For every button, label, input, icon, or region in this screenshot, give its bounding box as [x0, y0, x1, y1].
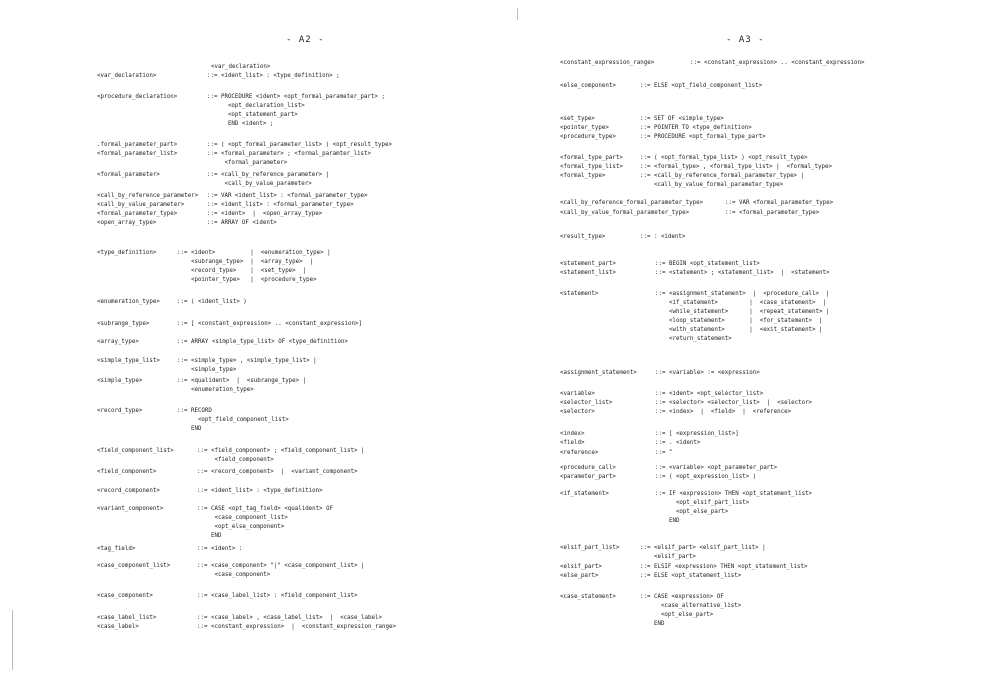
rule-definition [197, 505, 333, 541]
definition-line: <var_declaration> [211, 64, 271, 70]
rule-name: <call_by_reference_parameter> [97, 193, 199, 199]
rule-definition [197, 545, 242, 554]
rule-definition [207, 141, 392, 150]
rule-definition [207, 201, 354, 210]
definition-line: <loop_statement> | <for_statement> | [655, 318, 823, 324]
rule-name: <array_type> [97, 339, 139, 345]
rule-name: <field_component> [97, 469, 157, 475]
rule-name: <simple_type_list> [97, 358, 160, 364]
definition-line: ::= <case_label_list> : <field_component_list> [197, 593, 358, 599]
rule-name: <variant_component> [97, 506, 164, 512]
definition-line: ::= ( <opt_formal_parameter_list> ) <opt_result_type> [207, 142, 392, 148]
definition-line: <with_statement> | <exit_statement> | [655, 327, 823, 333]
definition-line: <while_statement> | <repeat_statement> | [655, 309, 830, 315]
rule-name: <procedure_type> [560, 134, 616, 140]
rule-definition [640, 572, 741, 581]
rule-definition [640, 82, 762, 91]
rule-definition [655, 473, 756, 482]
definition-line: ::= IF <expression> THEN <opt_statement_list> [655, 491, 813, 497]
definition-line: <simple_type> [177, 367, 237, 373]
rule-name: <elsif_part_list> [560, 545, 620, 551]
definition-line: ::= ELSE <opt_field_component_list> [640, 83, 763, 89]
definition-line: ::= <call_by_reference_formal_parameter_type> | [640, 173, 805, 179]
rule-name: <constant_expression_range> [560, 60, 655, 66]
definition-line: ::= [ <expression_list>] [655, 431, 739, 437]
definition-line: ::= <simple_type> , <simple_type_list> | [177, 358, 317, 364]
rule-name: <procedure_declaration> [97, 94, 178, 100]
definition-line: <case_alternative_list> [640, 603, 742, 609]
rule-definition [207, 219, 277, 228]
rule-definition [655, 430, 739, 439]
rule-definition [725, 209, 819, 218]
definition-line: ::= ELSE <opt_statement_list> [640, 573, 742, 579]
definition-line: ::= <ident_list> : <type_definition> [197, 488, 323, 494]
rule-name: <index> [560, 431, 585, 437]
definition-line: ::= ( <opt_formal_type_list> ) <opt_result_type> [640, 155, 808, 161]
rule-definition [640, 593, 741, 629]
definition-line: ::= [ <constant_expression> .. <constant_expression>] [177, 321, 362, 327]
rule-definition [725, 199, 833, 208]
rule-definition [640, 233, 685, 242]
rule-name: <field_component_list> [97, 448, 174, 454]
rule-name: <if_statement> [560, 491, 609, 497]
definition-line: ::= <elsif_part> <elsif_part_list> | [640, 545, 766, 551]
rule-definition [655, 390, 763, 399]
definition-line: <formal_parameter> [207, 160, 288, 166]
definition-line: ::= <formal_parameter> ; <formal_paramter_list> [207, 151, 372, 157]
definition-line: <opt_declaration_list> [207, 103, 305, 109]
rule-definition [655, 399, 812, 408]
definition-line: <call_by_value_formal_parameter_type> [640, 182, 784, 188]
rule-definition [207, 210, 322, 219]
definition-line: ::= VAR <formal_parameter_type> [725, 200, 834, 206]
rule-name: <case_component_list> [97, 563, 171, 569]
definition-line: <enumeration_type> [177, 387, 254, 393]
definition-line: <opt_statement_part> [207, 112, 298, 118]
definition-line: <case_component_list> [197, 515, 288, 521]
rule-name: <type_definition> [97, 250, 157, 256]
definition-line: <case_component> [197, 572, 271, 578]
rule-definition [655, 260, 760, 269]
rule-definition [655, 408, 791, 417]
rule-name: <enumeration_type> [97, 299, 160, 305]
definition-line: ::= SET OF <simple_type> [640, 116, 724, 122]
rule-definition [197, 562, 365, 580]
definition-line: END [197, 533, 222, 539]
rule-name: <formal_type_list> [560, 164, 623, 170]
rule-definition [640, 133, 766, 142]
rule-name: <case_label> [97, 624, 139, 630]
definition-line: ::= : <ident> [640, 234, 686, 240]
rule-name: <set_type> [560, 116, 595, 122]
definition-line: ::= <variable> := <expression> [655, 370, 760, 376]
definition-line: ::= <constant_expression> | <constant_expression_range> [197, 624, 396, 630]
rule-definition [640, 544, 766, 562]
rule-name: <procedure_call> [560, 465, 616, 471]
rule-name: <pointer_type> [560, 125, 609, 131]
definition-line: <opt_else_part> [655, 509, 729, 515]
definition-line: ::= POINTER TO <type_definition> [640, 125, 752, 131]
definition-line: ::= <case_component> "|" <case_component_list> | [197, 563, 365, 569]
rule-name: <case_label_list> [97, 615, 157, 621]
rule-name: <statement_list> [560, 270, 616, 276]
definition-line: ::= ELSIF <expression> THEN <opt_statement_list> [640, 564, 808, 570]
rule-definition [207, 192, 368, 201]
rule-definition [640, 563, 808, 572]
rule-name: <call_by_value_formal_parameter_type> [560, 210, 690, 216]
rule-name: <selector> [560, 409, 595, 415]
definition-line: END <ident> ; [207, 121, 274, 127]
definition-line: ::= PROCEDURE <ident> <opt_formal_parameter_part> ; [207, 94, 385, 100]
rule-definition [655, 439, 700, 448]
rule-name: <field> [560, 440, 585, 446]
rule-name: <tag_field> [97, 546, 136, 552]
rule-name: <else_component> [560, 83, 616, 89]
rule-name: <assignment_statement> [560, 370, 637, 376]
rule-definition [197, 468, 358, 477]
definition-line: ::= ( <opt_expression_list> ) [655, 474, 757, 480]
definition-line: ::= <field_component> ; <field_component_list> | [197, 448, 365, 454]
rule-definition [655, 369, 760, 378]
definition-line: ::= <record_component> | <variant_component> [197, 469, 358, 475]
rule-name: <formal_type_part> [560, 155, 623, 161]
rule-definition [655, 464, 777, 473]
definition-line: ::= CASE <expression> OF [640, 594, 724, 600]
rule-name: <record_component> [97, 488, 160, 494]
rule-name: <formal_parameter> [97, 172, 160, 178]
rule-name: <call_by_reference_formal_parameter_type> [560, 200, 704, 206]
definition-line: ::= <ident_list> : <type_definition> ; [207, 73, 340, 79]
rule-definition [197, 487, 323, 496]
definition-line: ::= <selector> <selector_list> | <selector> [655, 400, 813, 406]
definition-line: ::= <assignment_statement> | <procedure_call> | [655, 291, 830, 297]
definition-line: <elsif_part> [640, 554, 696, 560]
rule-definition [197, 623, 396, 632]
definition-line: ::= PROCEDURE <opt_formal_type_part> [640, 134, 766, 140]
rule-name: <call_by_value_parameter> [97, 202, 185, 208]
rule-name: <statement> [560, 291, 599, 297]
definition-line: END [655, 518, 680, 524]
definition-line: <field_component> [197, 457, 274, 463]
rule-name: <formal_type> [560, 173, 606, 179]
definition-line: ::= RECORD [177, 408, 212, 414]
definition-line: END [177, 426, 202, 432]
definition-line: ::= <ident> <opt_selector_list> [655, 391, 764, 397]
rule-definition [207, 72, 340, 81]
definition-line: ::= <variable> <opt_parameter_part> [655, 465, 778, 471]
definition-line: ::= <statement> ; <statement_list> | <statement> [655, 270, 830, 276]
definition-line: ::= <ident> : [197, 546, 243, 552]
definition-line: ::= <ident> | <enumeration_type> | [177, 250, 331, 256]
definition-line: <if_statement> | <case_statement> | [655, 300, 827, 306]
definition-line: ::= <ident_list> : <formal_parameter_type> [207, 202, 354, 208]
rule-definition [177, 320, 362, 329]
definition-line: <call_by_value_parameter> [207, 181, 312, 187]
rule-name: <record_type> [97, 408, 143, 414]
rule-name: <selector_list> [560, 400, 613, 406]
rule-definition [197, 614, 382, 623]
rule-definition [690, 59, 865, 68]
definition-line: ::= <formal_type> , <formal_type_list> | <formal_type> [640, 164, 832, 170]
rule-name: <elsif_part> [560, 564, 602, 570]
rule-definition [207, 171, 329, 189]
rule-definition [197, 592, 358, 601]
rule-definition [655, 449, 672, 458]
rule-name: <else_part> [560, 573, 599, 579]
rule-name: <formal_parameter_type> [97, 211, 178, 217]
rule-definition [655, 290, 830, 344]
rule-definition [177, 298, 247, 307]
rule-definition [207, 93, 385, 129]
rule-name: <variable> [560, 391, 595, 397]
rule-definition [177, 377, 306, 395]
rule-name: .formal_parameter_part> [97, 142, 178, 148]
rule-definition [640, 163, 832, 172]
definition-line: <subrange_type> | <array_type> | [177, 259, 314, 265]
definition-line: ::= . <ident> [655, 440, 701, 446]
definition-line: ::= <case_label> , <case_label_list> | <case_label> [197, 615, 382, 621]
definition-line: ::= <ident> | <open_array_type> [207, 211, 323, 217]
rule-name: <parameter_part> [560, 474, 616, 480]
page-number: - A3 - [726, 35, 765, 45]
rule-definition [655, 490, 812, 526]
rule-definition [197, 447, 365, 465]
rule-name: <case_component> [97, 593, 153, 599]
definition-line: ::= <qualident> | <subrange_type> | [177, 378, 307, 384]
page-number: - A2 - [286, 35, 325, 45]
definition-line: ::= ARRAY OF <ident> [207, 220, 277, 226]
definition-line: ::= VAR <ident_list> : <formal_parameter_type> [207, 193, 368, 199]
definition-line: ::= BEGIN <opt_statement_list> [655, 261, 760, 267]
definition-line: <record_type> | <set_type> | [177, 268, 307, 274]
rule-definition [177, 338, 348, 347]
page-a3 [500, 0, 1000, 678]
definition-line: <opt_field_component_list> [177, 417, 289, 423]
rule-name: <formal_parameter_list> [97, 151, 178, 157]
rule-definition [177, 407, 289, 434]
definition-line: ::= CASE <opt_tag_field> <qualident> OF [197, 506, 334, 512]
definition-line: <pointer_type> | <procedure_type> [177, 277, 317, 283]
definition-line: ::= <index> | <field> | <reference> [655, 409, 792, 415]
definition-line: END [640, 621, 665, 627]
rule-name: <simple_type> [97, 378, 143, 384]
definition-line: <opt_else_part> [640, 612, 714, 618]
rule-name: <open_array_type> [97, 220, 157, 226]
definition-line: ::= <constant_expression> .. <constant_expression> [690, 60, 865, 66]
rule-name: <case_statement> [560, 594, 616, 600]
rule-definition [177, 357, 317, 375]
definition-line: <return_statement> [655, 336, 732, 342]
rule-name: <var_declaration> [97, 73, 157, 79]
definition-line: ::= ( <ident_list> ) [177, 299, 247, 305]
rule-definition [177, 249, 331, 285]
rule-definition [640, 172, 804, 190]
rule-definition [640, 154, 808, 163]
definition-line: ::= <call_by_reference_parameter> | [207, 172, 330, 178]
definition-line: ::= ARRAY <simple_type_list> OF <type_definition> [177, 339, 349, 345]
rule-name: <reference> [560, 450, 599, 456]
definition-line: ::= ^ [655, 450, 673, 456]
rule-definition [655, 269, 830, 278]
rule-name: <result_type> [560, 234, 606, 240]
rule-name: <subrange_type> [97, 321, 150, 327]
definition-line: ::= <formal_parameter_type> [725, 210, 820, 216]
definition-line: <opt_elsif_part_list> [655, 500, 750, 506]
rule-definition [211, 63, 270, 72]
rule-name: <statement_part> [560, 261, 616, 267]
rule-definition [640, 115, 724, 124]
rule-definition [207, 150, 371, 168]
definition-line: <opt_else_component> [197, 524, 285, 530]
rule-definition [640, 124, 752, 133]
